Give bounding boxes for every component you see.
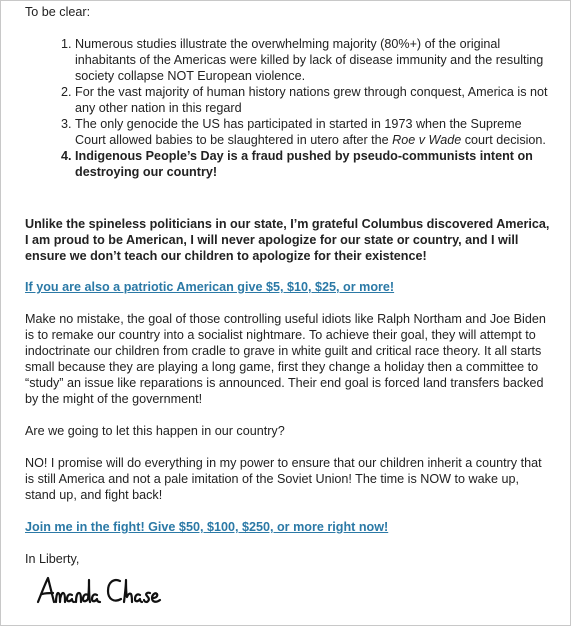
donate-link-large[interactable]: Join me in the fight! Give $50, $100, $250, or more right now! <box>25 520 389 534</box>
question-text: Are we going to let this happen in our country? <box>25 424 285 438</box>
donate-link-2-paragraph <box>25 519 551 535</box>
point-item: 2. For the vast majority of human history nations grew through conquest, America is not any other nation in this regard <box>75 84 551 116</box>
paragraph-2: NO! I promise will do everything in my power to ensure that our children inherit a country that is still America and not a pale imitation of the Soviet Union! The time is NOW to wake up, stand up, and fight back! <box>25 456 542 502</box>
point-item: 4. Indigenous People’s Day is a fraud pushed by pseudo-communists intent on destroying our country! <box>75 148 551 180</box>
point-item: 1. Numerous studies illustrate the overwhelming majority (80%+) of the original inhabitants of the Americas were killed by lack of disease immunity and the resulting society collapse NOT European violence. <box>75 36 551 84</box>
points-list <box>25 36 551 180</box>
letter-body <box>25 4 551 583</box>
point-3-end: court decision. <box>461 133 546 147</box>
handwritten-signature <box>34 572 174 612</box>
paragraph-1: Make no mistake, the goal of those controlling useful idiots like Ralph Northam and Joe Biden is to remake our country into a socialist nightmare. To achieve their goal, they will attempt to indoctrinate our children from cradle to grave in white guilt and critical race theory. It all starts small because they are playing a long game, first they change a holiday then a committee to “study” an issue like reparations is announced. Their end goal is forced land transfers backed by the might of the government! <box>25 312 546 406</box>
closing-text: In Liberty, <box>25 552 80 566</box>
point-3-italic: Roe v Wade <box>392 133 462 147</box>
point-item <box>75 116 551 148</box>
intro-text: To be clear: <box>25 5 91 19</box>
bold-statement: Unlike the spineless politicians in our state, I’m grateful Columbus discovered America, I am proud to be American, I will never apologize for our state or country, and I will ensure we don’t teach our children to apologize for their existence! <box>25 217 550 263</box>
point-3-text: The only genocide the US has participated in started in 1973 when the Supreme Court allowed babies to be slaughtered in utero after the <box>75 117 522 147</box>
donate-link-small[interactable]: If you are also a patriotic American give $5, $10, $25, or more! <box>25 280 395 294</box>
donate-link-1-paragraph <box>25 279 551 295</box>
